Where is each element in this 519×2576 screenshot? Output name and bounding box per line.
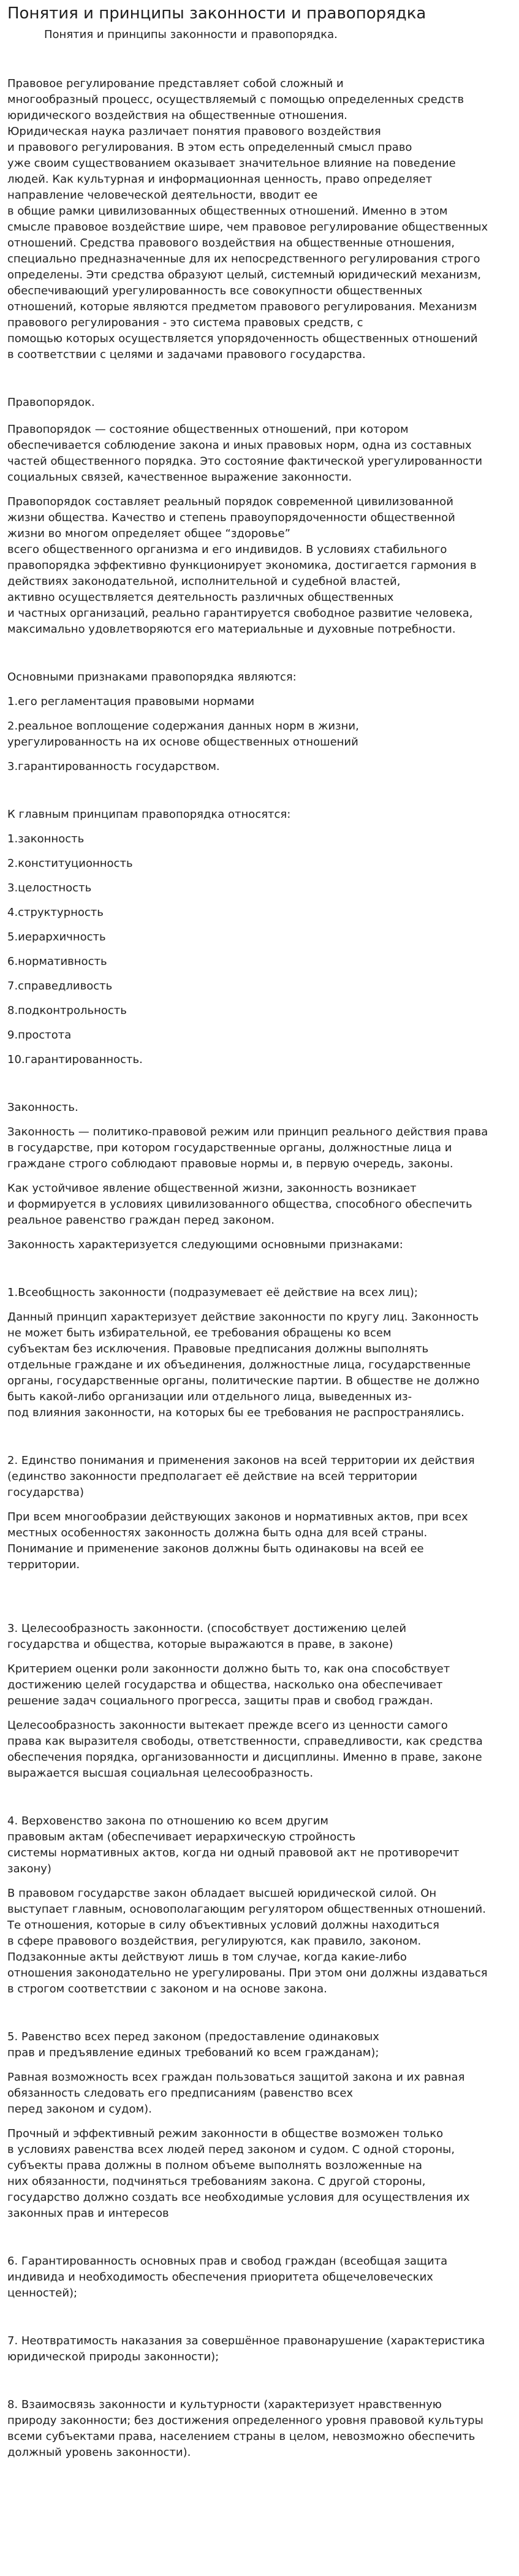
paragraph: 1.его регламентация правовыми нормами xyxy=(7,695,255,708)
paragraph: 2.конституционность xyxy=(7,857,133,870)
paragraph: 9.простота xyxy=(7,1029,72,1042)
paragraph: Правопорядок. xyxy=(7,396,95,409)
paragraph: 3. Целесообразность законности. (способствует достижению целей государства и общества, которые выражаются в праве, в законе) xyxy=(7,1622,407,1651)
paragraph: 2. Единство понимания и применения законов на всей территории их действия (единство законности предполагает её действие на всей территории государства) xyxy=(7,1454,475,1499)
paragraph: Законность характеризуется следующими основными признаками: xyxy=(7,1238,403,1251)
paragraph: Правопорядок — состояние общественных отношений, при котором обеспечивается соблюдение закона и иных правовых норм, одна из составных частей общественного порядка. Это состояние фактической урегулированности социальных связей, качественное выражение законности. xyxy=(7,423,483,484)
paragraph: 3.целостность xyxy=(7,882,92,894)
paragraph: Как устойчивое явление общественной жизни, законность возникает и формируется в условиях цивилизованного общества, способного обеспечить реальное равенство граждан перед законом. xyxy=(7,1182,472,1227)
paragraph: К главным принципам правопорядка относятся: xyxy=(7,808,291,821)
paragraph: 5.иерархичность xyxy=(7,931,106,943)
paragraph: Правопорядок составляет реальный порядок современной цивилизованной жизни общества. Качество и степень правоупорядоченности общественной жизни во многом определяет общее “здоровье” всего общественного организма и его индивидов. В условиях стабильного правопорядка эффективно функционирует экономика, достигается гармония в действиях законодательной, исполнительной и судебной властей, активно осуществляется деятельность различных общественных и частных организаций, реально гарантируется свободное развитие человека, максимально удовлетворяются его материальные и духовные потребности. xyxy=(7,495,477,636)
paragraph: 6. Гарантированность основных прав и свобод граждан (всеобщая защита индивида и необходимость обеспечения приоритета общечеловеческих ценностей); xyxy=(7,2255,448,2300)
paragraph: При всем многообразии действующих законов и нормативных актов, при всех местных особенностях законность должна быть одна для всей страны. Понимание и применение законов должны быть одинаковы на всей ее территории. xyxy=(7,1511,468,1571)
paragraph: 1.Всеобщность законности (подразумевает её действие на всех лиц); xyxy=(7,1286,418,1299)
page-title: Понятия и принципы законности и правопорядка xyxy=(7,4,426,23)
paragraph: 8.подконтрольность xyxy=(7,1004,127,1017)
paragraph: Прочный и эффективный режим законности в обществе возможен только в условиях равенства всех людей перед законом и судом. С одной стороны, субъекты права должны в полном объеме выполнять возложенные на них обязанности, подчиняться требованиям закона. С другой стороны, государство должно создать все необходимые условия для осуществления их законных прав и интересов xyxy=(7,2127,470,2220)
paragraph: 4. Верховенство закона по отношению ко всем другим правовым актам (обеспечивает иерархическую стройность системы нормативных актов, когда ни одный правовой акт не противоречит закону) xyxy=(7,1815,460,1875)
page-subtitle: Понятия и принципы законности и правопорядка. xyxy=(44,28,338,41)
paragraph: 7. Неотвратимость наказания за совершённое правонарушение (характеристика юридической природы законности); xyxy=(7,2334,485,2363)
paragraph: В правовом государстве закон обладает высшей юридической силой. Он выступает главным, основополагающим регулятором общественных отношений. Те отношения, которые в силу объективных условий должны находиться в сфере правового воздействия, регулируются, как правило, законом. Подзаконные акты действуют лишь в том случае, когда какие-либо отношения законодательно не урегулированы. При этом они должны издаваться в строгом соответствии с законом и на основе закона. xyxy=(7,1887,488,1995)
paragraph: Целесообразность законности вытекает прежде всего из ценности самого права как выразителя свободы, ответственности, справедливости, как средства обеспечения порядка, организованности и дисциплины. Именно в праве, законе выражается высшая социальная целесообразность. xyxy=(7,1719,483,1780)
paragraph: 4.структурность xyxy=(7,906,104,919)
paragraph: 10.гарантированность. xyxy=(7,1053,143,1066)
paragraph: Данный принцип характеризует действие законности по кругу лиц. Законность не может быть избирательной, ее требования обращены ко всем субъектам без исключения. Правовые предписания должны выполнять отдельные граждане и их объединения, должностные лица, государственные органы, государственные органы, политические партии. В обществе не должно быть какой-либо организации или отдельного лица, выведенных из- под влияния законности, на которых бы ее требования не распространялись. xyxy=(7,1311,480,1419)
paragraph: 2.реальное воплощение содержания данных норм в жизни, урегулированность на их основе общественных отношений xyxy=(7,720,359,749)
paragraph: Законность — политико-правовой режим или принцип реального действия права в государстве, при котором государственные органы, должностные лица и граждане строго соблюдают правовые нормы и, в первую очередь, законы. xyxy=(7,1126,488,1170)
paragraph: 1.законность xyxy=(7,833,85,845)
paragraph: Правовое регулирование представляет собой сложный и многообразный процесс, осуществляемый с помощью определенных средств юридического воздействия на общественные отношения. Юридическая наука различает понятия правового воздействия и правового регулирования. В этом есть определенный смысл право уже своим существованием оказывает значительное влияние на поведение людей. Как культурная и информационная ценность, право определяет направление человеческой деятельности, вводит ее в общие рамки цивилизованных общественных отношений. Именно в этом смысле правовое воздействие шире, чем правовое регулирование общественных отношений. Средства правового воздействия на общественные отношения, специально предназначенные для их непосредственного регулирования строго определены. Эти средства образуют целый, системный юридический механизм, обеспечивающий урегулированность все совокупности общественных отношений, которые являются предметом правового регулирования. Механизм правового регулирования - это система правовых средств, с помощью которых осуществляется упорядоченность общественных отношений в соответствии с целями и задачами правового государства. xyxy=(7,77,488,361)
paragraph: 7.справедливость xyxy=(7,980,113,993)
paragraph: 5. Равенство всех перед законом (предоставление одинаковых прав и предъявление единых требований ко всем гражданам); xyxy=(7,2030,379,2059)
paragraph: Законность. xyxy=(7,1101,78,1114)
paragraph: 6.нормативность xyxy=(7,955,107,968)
paragraph: Равная возможность всех граждан пользоваться защитой закона и их равная обязанность следовать его предписаниям (равенство всех перед законом и судом). xyxy=(7,2071,465,2116)
paragraph: Критерием оценки роли законности должно быть то, как она способствует достижению целей государства и общества, насколько она обеспечивает решение задач социального прогресса, защиты прав и свобод граждан. xyxy=(7,1663,450,1707)
paragraph: 3.гарантированность государством. xyxy=(7,760,220,773)
paragraph: 8. Взаимосвязь законности и культурности (характеризует нравственную природу законности; без достижения определенного уровня правовой культуры всеми субъектами права, населением страны в целом, невозможно обеспечить должный уровень законности). xyxy=(7,2398,483,2459)
document-body xyxy=(7,76,512,2461)
paragraph: Основными признаками правопорядка являются: xyxy=(7,671,297,684)
